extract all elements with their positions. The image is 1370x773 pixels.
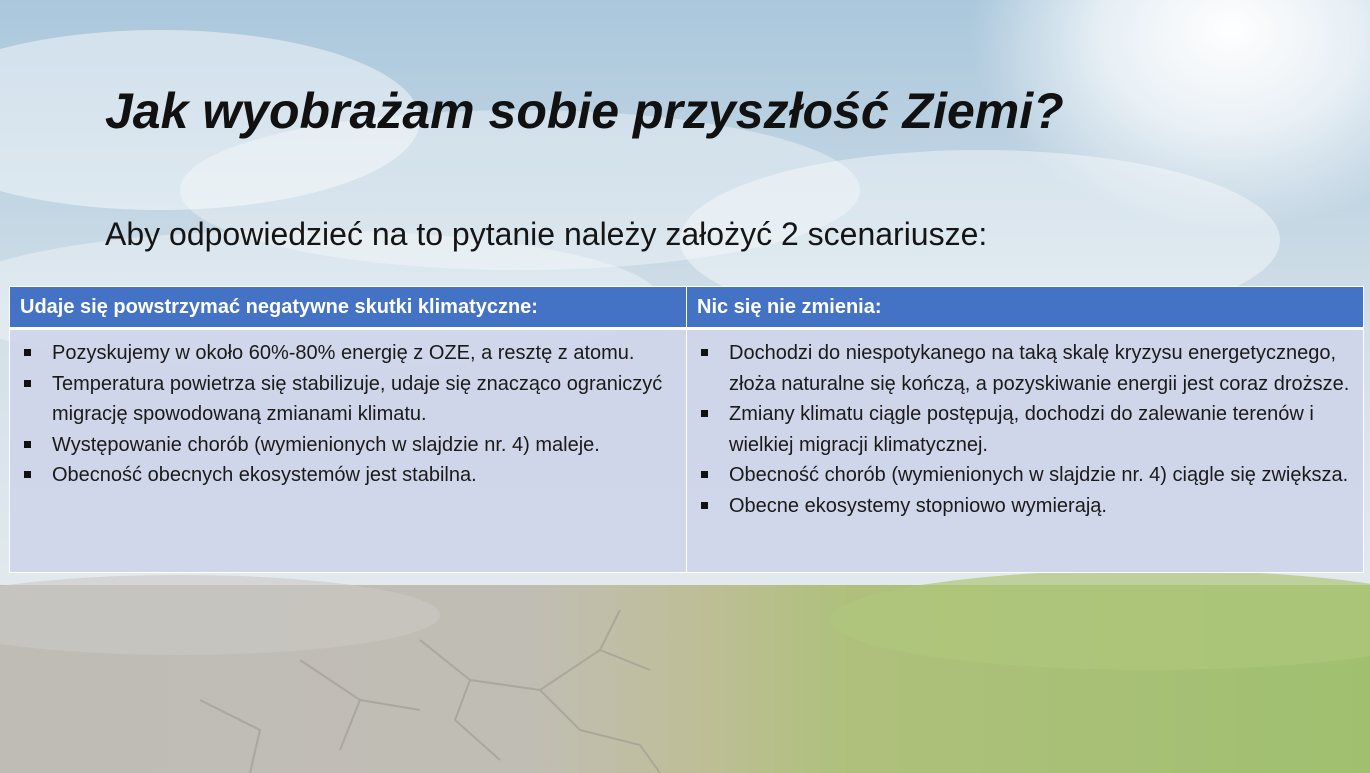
scenario-good-list [22,338,676,491]
list-item: Występowanie chorób (wymienionych w slajdzie nr. 4) maleje. [22,430,676,461]
list-item: Zmiany klimatu ciągle postępują, dochodzi do zalewanie terenów i wielkiej migracji klimatycznej. [699,399,1353,460]
list-item: Temperatura powietrza się stabilizuje, udaje się znacząco ograniczyć migrację spowodowaną zmianami klimatu. [22,369,676,430]
table-header-row [10,287,1364,329]
scenario-good-cell [10,329,687,573]
header-scenario-bad: Nic się nie zmienia: [687,287,1364,329]
list-item: Pozyskujemy w około 60%-80% energię z OZE, a resztę z atomu. [22,338,676,369]
table-row [10,329,1364,573]
slide-subtitle: Aby odpowiedzieć na to pytanie należy założyć 2 scenariusze: [105,216,988,252]
scenarios-table [9,286,1364,573]
scenario-bad-list [699,338,1353,521]
header-scenario-good: Udaje się powstrzymać negatywne skutki klimatyczne: [10,287,687,329]
list-item: Dochodzi do niespotykanego na taką skalę kryzysu energetycznego, złoża naturalne się kończą, a pozyskiwanie energii jest coraz droższe. [699,338,1353,399]
list-item: Obecność chorób (wymienionych w slajdzie nr. 4) ciągle się zwiększa. [699,460,1353,491]
slide-title: Jak wyobrażam sobie przyszłość Ziemi? [105,83,1064,139]
scenario-bad-cell [687,329,1364,573]
list-item: Obecność obecnych ekosystemów jest stabilna. [22,460,676,491]
list-item: Obecne ekosystemy stopniowo wymierają. [699,491,1353,522]
